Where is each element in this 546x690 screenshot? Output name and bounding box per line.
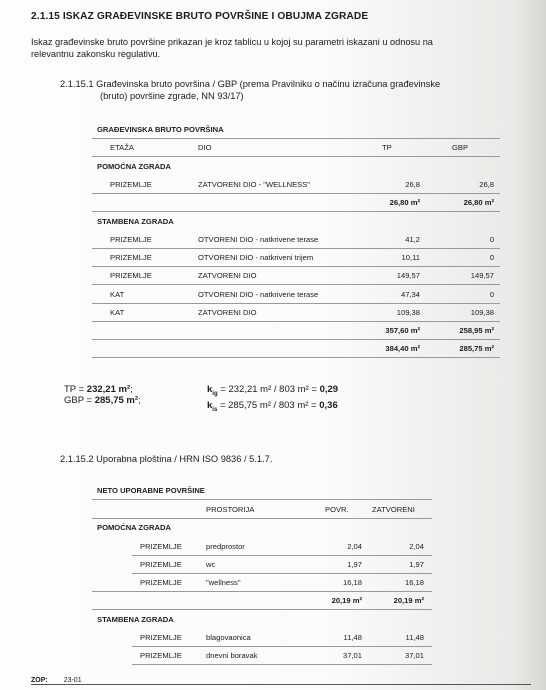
cell-povr: 37,01 [342,651,362,660]
subtotal-gbp: 26,80 m² [463,198,494,207]
neto-table [92,483,432,673]
table-row [92,232,500,247]
summary-tp [64,384,141,395]
cell-gbp: 0 [489,235,494,244]
footer-code: 23-01 [63,677,82,684]
gbp-table [92,122,500,362]
group-row [92,159,500,174]
header-povr: POVR. [325,505,349,514]
cell-dio: OTVORENI DIO - natkriveni trijem [198,253,314,262]
cell-prostorija: "wellness" [206,578,241,587]
cell-etaza: PRIZEMLJE [110,253,152,262]
cell-gbp: 109,38 [470,308,494,317]
summary-right [207,384,338,416]
cell-gbp: 0 [489,253,494,262]
summary-gbp [64,395,141,406]
intro-line: relevantnu zakonsku regulativu. [31,49,161,59]
table-row [92,630,432,645]
table-title: GRAĐEVINSKA BRUTO POVRŠINA [97,125,224,134]
cell-tp: 26,8 [405,180,420,189]
footer-label: ZOP: [31,677,48,684]
cell-gbp: 26,8 [479,180,494,189]
table-row [92,287,500,302]
group-row [92,520,432,535]
kis-subscript: is [212,406,218,413]
cell-gbp: 0 [489,290,494,299]
cell-dio: OTVORENI DIO - natkrivene terase [198,235,319,244]
kis-value: 0,36 [319,399,338,411]
table-row [92,177,500,192]
table-row [92,539,432,554]
header-prostorija: PROSTORIJA [206,505,255,514]
cell-tp: 10,11 [401,253,420,262]
table-title: NETO UPORABNE POVRŠINE [97,486,205,495]
cell-etaza: PRIZEMLJE [110,180,152,189]
section-title: ISKAZ GRAĐEVINSKE BRUTO POVRŠINE I OBUJMA ZGRADE [62,11,369,22]
cell-povr: 2,04 [347,542,362,551]
cell-povr: 16,18 [342,578,362,587]
table-header-row [92,140,500,155]
cell-zatvoreni: 37,01 [404,651,424,660]
kig-value: 0,29 [319,384,339,395]
gbp-label: GBP = [64,395,95,406]
table-header-row [92,502,432,517]
cell-zatvoreni: 11,48 [405,633,424,642]
cell-povr: 11,48 [343,633,362,642]
table-row [92,250,500,265]
gbp-value: 285,75 m² [94,395,139,406]
cell-prostorija: dnevni boravak [206,651,258,660]
total-tp: 384,40 m² [385,344,420,353]
cell-tp: 149,57 [396,271,420,280]
cell-etaza: PRIZEMLJE [110,271,152,280]
cell-etaza: PRIZEMLJE [140,542,182,551]
table-row [92,305,500,320]
tp-label: TP = [64,384,87,395]
cell-dio: OTVORENI DIO - natkrivene terase [198,290,319,299]
cell-prostorija: blagovaonica [206,633,251,642]
kig-expression: = 232,21 m² / 803 m² = [217,384,320,395]
gbp-suffix: ; [138,395,141,406]
cell-etaza: PRIZEMLJE [140,578,182,587]
group-row [92,612,432,627]
cell-prostorija: wc [206,560,216,569]
footer [31,677,82,684]
cell-etaza: PRIZEMLJE [140,560,182,569]
group-label: STAMBENA ZGRADA [97,217,174,226]
cell-dio: ZATVORENI DIO - "WELLNESS" [198,180,310,189]
cell-zatvoreni: 1,97 [409,560,424,569]
cell-tp: 109,38 [396,308,420,317]
header-etaza: ETAŽA [110,143,134,152]
subsection-2-title: 2.1.15.2 Uporabna ploština / HRN ISO 9836 / 5.1.7. [60,454,273,464]
total-gbp: 285,75 m² [459,344,494,353]
subtotal-zatvoreni: 20,19 m² [393,596,424,605]
cell-dio: ZATVORENI DIO [198,308,257,317]
subtotal-tp: 357,60 m² [385,326,420,335]
tp-suffix: ; [130,384,133,395]
table-row [92,268,500,283]
header-gbp: GBP [452,143,469,152]
kig-symbol: k [207,384,213,395]
cell-zatvoreni: 2,04 [409,542,424,551]
intro-paragraph [31,36,433,60]
table-title-row [92,122,500,137]
header-zatvoreni: ZATVORENI [372,505,415,514]
group-label: POMOĆNA ZGRADA [97,162,171,171]
summary-left [64,384,141,406]
subtotal-gbp: 258,95 m² [459,326,494,335]
table-title-row [92,483,432,498]
section-number: 2.1.15 [31,11,60,22]
subtotal-row [92,195,500,210]
cell-etaza: PRIZEMLJE [110,235,152,244]
cell-etaza: KAT [110,290,125,299]
kis-expression: = 285,75 m² / 803 m² = [217,399,320,411]
subsection-1-line: (bruto) površine zgrade, NN 93/17) [100,91,244,101]
header-dio: DIO [198,143,212,152]
tp-value: 232,21 m² [86,384,131,395]
cell-prostorija: predprostor [206,542,245,551]
summary-kig [207,384,338,400]
table-row [92,575,432,590]
intro-line: Iskaz građevinske bruto površine prikazan je kroz tablicu u kojoj su parametri iskazani u odnosu na [31,37,433,47]
subsection-1-title [60,78,440,102]
cell-dio: ZATVORENI DIO [198,271,257,280]
header-tp: TP [382,143,392,152]
total-row [92,341,500,356]
group-label: STAMBENA ZGRADA [97,615,174,624]
cell-zatvoreni: 16,18 [404,578,424,587]
summary-kis [207,400,338,416]
subtotal-row [92,323,500,338]
cell-tp: 47,34 [400,290,420,299]
cell-etaza: KAT [110,308,125,317]
subsection-1-line: 2.1.15.1 Građevinska bruto površina / GBP (prema Pravilniku o načinu izračuna građevinske [60,79,441,89]
cell-gbp: 149,57 [470,271,494,280]
cell-etaza: PRIZEMLJE [140,651,182,660]
group-label: POMOĆNA ZGRADA [97,523,171,532]
section-heading [31,11,368,22]
subtotal-row [92,593,432,608]
group-row [92,214,500,229]
cell-tp: 41,2 [405,235,420,244]
kis-symbol: k [207,399,213,411]
cell-etaza: PRIZEMLJE [140,633,182,642]
subtotal-tp: 26,80 m² [389,198,420,207]
cell-povr: 1,97 [347,560,362,569]
subtotal-povr: 20,19 m² [331,596,362,605]
kig-subscript: ig [212,390,218,397]
table-row [92,648,432,663]
table-row [92,557,432,572]
